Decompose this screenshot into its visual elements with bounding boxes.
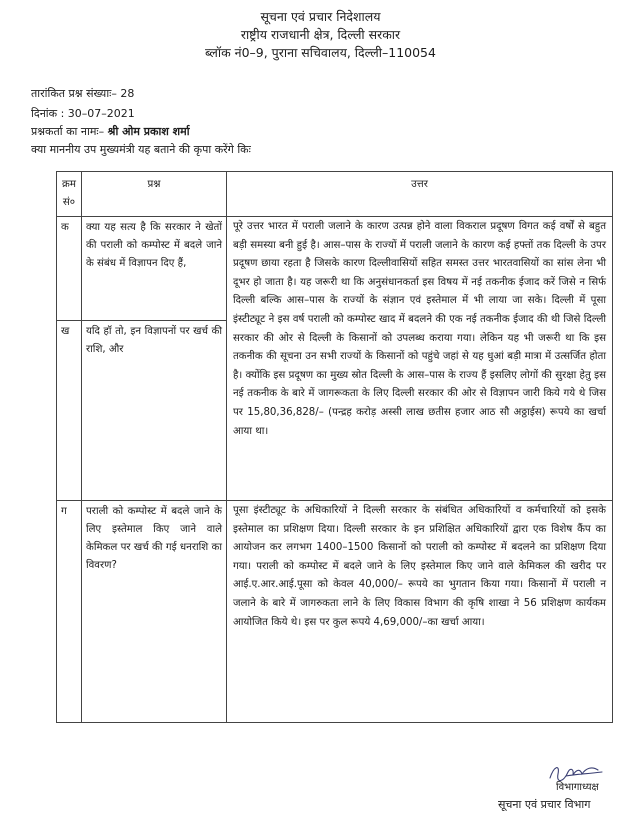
row-serial: ग — [57, 501, 82, 723]
intro-line: क्या माननीय उप मुख्यमंत्री यह बताने की कृपा करेंगे किः — [31, 143, 251, 156]
date-value: 30–07–2021 — [67, 107, 135, 120]
row-question: यदि हॉ तो, इन विज्ञापनों पर खर्च की राशि, और — [82, 321, 227, 501]
date-label: दिनांक : — [31, 107, 65, 120]
table-header-row — [57, 172, 613, 217]
department: सूचना एवं प्रचार विभाग — [498, 798, 591, 811]
questioner-label: प्रश्नकर्ता का नामः– — [31, 125, 105, 138]
designation: विभागाध्यक्ष — [556, 782, 599, 793]
questioner-name: श्री ओम प्रकाश शर्मा — [107, 125, 190, 138]
header-question: प्रश्न — [82, 172, 227, 217]
header-government: राष्ट्रीय राजधानी क्षेत्र, दिल्ली सरकार — [240, 27, 401, 42]
table-row — [57, 217, 613, 321]
question-number-line — [31, 86, 134, 101]
question-number: 28 — [120, 87, 135, 100]
table-row — [57, 501, 613, 723]
header-directorate: सूचना एवं प्रचार निदेशालय — [260, 9, 381, 24]
qa-table — [56, 171, 613, 723]
header-address: ब्लॉक नं0–9, पुराना सचिवालय, दिल्ली–110054 — [205, 45, 436, 60]
date-line — [31, 106, 135, 121]
row-question: पराली को कम्पोस्ट में बदले जाने के लिए इस्तेमाल किए जाने वाले केमिकल पर खर्च की गई धनराशि का विवरण? — [82, 501, 227, 723]
questioner-line — [31, 124, 190, 139]
header-answer: उत्तर — [227, 172, 613, 217]
row-serial: ख — [57, 321, 82, 501]
answer-ka-kha: पूरे उत्तर भारत में पराली जलाने के कारण उत्पन्न होने वाला विकराल प्रदूषण विगत कई वर्षों से बहुत बड़ी समस्या बनी हुई है। आस–पास के राज्यों में पराली जलाने के कारण कई हफ्तों तक दिल्ली के उपर प्रदूषण छाया रहता है जिसके कारण दिल्लीवासियों सहित समस्त उत्तर भारतवासियों का सांस लेना भी दूभर हो जाता है। यह जरूरी था कि अनुसंधानकर्ता इस विषय में नई तकनीक ईजाद करें जिसे न सिर्फ दिल्ली बल्कि आस–पास के राज्यों के संज्ञान एवं इस्तेमाल में भी लाया जा सके। दिल्ली में पूसा इंस्टीट्यूट ने इस वर्ष पराली को कम्पोस्ट खाद में बदलने की एक नई तकनीक ईजाद की थी जिसे दिल्ली सरकार की ओर से दिल्ली के किसानों को उपलब्ध कराया गया। लेकिन यह भी जरूरी था कि इस तकनीक की सूचना उन सभी राज्यों के किसानों को पहुंचे जहां से यह धुआं बड़ी मात्रा में उत्सर्जित होता है। क्योंकि इस प्रदूषण का मुख्य स्रोत दिल्ली के आस–पास के राज्य हैं इसलिए लोगों की सुरक्षा हेतु इस नई तकनीक के बारे में जागरूकता के लिए दिल्ली सरकार की ओर से विज्ञापन जारी किये गये थे जिस पर 15,80,36,828/– (पन्द्रह करोड़ अस्सी लाख छतीस हजार आठ सौ अठ्ठाईस) रूपये का खर्चा आया था। — [227, 217, 613, 501]
row-serial: क — [57, 217, 82, 321]
row-question: क्या यह सत्य है कि सरकार ने खेतों की पराली को कम्पोस्ट में बदले जाने के संबंध में विज्ञापन दिए हैं, — [82, 217, 227, 321]
header-serial: क्रम सं० — [57, 172, 82, 217]
answer-ga: पूसा इंस्टीट्यूट के अधिकारियों ने दिल्ली सरकार के संबंधित अधिकारियों व कर्मचारियों को इसके इस्तेमाल का प्रशिक्षण दिया। दिल्ली सरकार के इन प्रशिक्षित अधिकारियों द्वारा एक विशेष कैंप का आयोजन कर लगभग 1400–1500 किसानों को पराली को कम्पोस्ट में बदलने का प्रशिक्षण दिया गया। पराली को कम्पोस्ट में बदले जाने के लिए इस्तेमाल किए जाने वाले केमिकल की खरीद पर आई.ए.आर.आई.पूसा को केवल 40,000/– रूपये का भुगतान किया गया। किसानों में पराली न जलाने के बारे में जागरुकता लाने के लिए विकास विभाग की कृषि शाखा ने 56 प्रशिक्षण कार्यकम आयोजित किये थे। इस पर कुल रूपये 4,69,000/–का खर्चा आया। — [227, 501, 613, 723]
question-number-label: तारांकित प्रश्न संख्याः– — [31, 87, 117, 100]
